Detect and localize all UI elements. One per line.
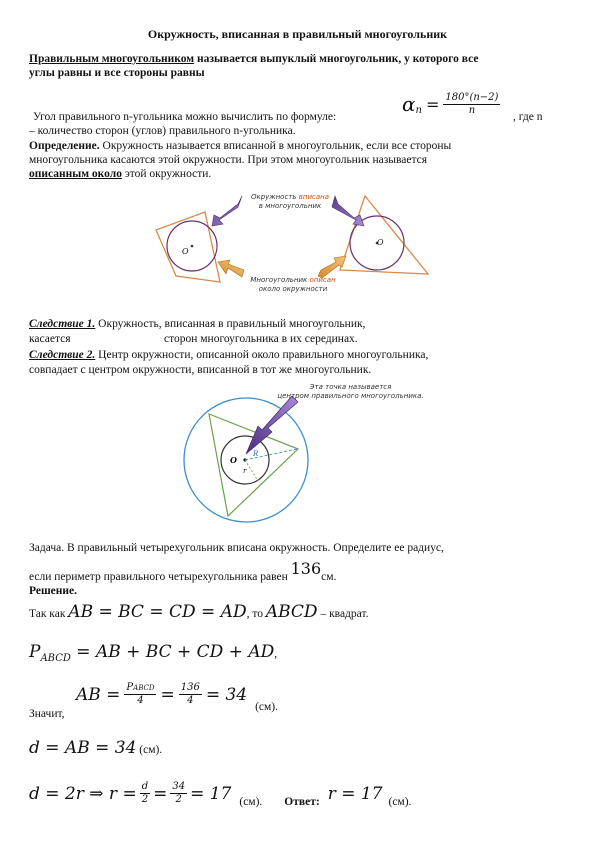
- figure1-caption-top: [225, 193, 355, 211]
- figure-center: [180, 378, 420, 538]
- unit-cm: (см).: [255, 700, 279, 713]
- inscribed-triangle: [209, 414, 298, 516]
- caption-highlight: вписана: [298, 193, 330, 201]
- formula-equals: =: [425, 94, 440, 114]
- left-center: [191, 245, 194, 248]
- task-line1: Задача. В правильный четырехугольник вписана окружность. Определите ее радиус,: [29, 542, 444, 554]
- solution-step3-label: Значит,: [29, 708, 65, 720]
- unit-cm: (см).: [239, 795, 263, 808]
- task-line2: [29, 559, 337, 584]
- fraction-denominator: 4: [137, 695, 144, 706]
- task-text: если периметр правильного четырехугольника равен: [29, 571, 288, 583]
- unit-cm: (см).: [139, 744, 163, 756]
- corollary-1-label: Следствие 1.: [29, 318, 96, 330]
- definition-line2: углы равны и все стороны равны: [29, 67, 205, 79]
- term-regular-polygon: Правильным многоугольником: [29, 53, 195, 65]
- corollary-1-text: Окружность, вписанная в правильный многоугольник,: [95, 318, 366, 330]
- definition-label: Определение.: [29, 140, 100, 152]
- solution-step5: [29, 781, 412, 808]
- figure1-caption-bottom: [228, 276, 358, 294]
- caption-line: центром правильного многоугольника.: [277, 392, 424, 400]
- equals-sign: =: [153, 783, 168, 804]
- perimeter-formula: = AB + BC + CD + AD: [70, 642, 275, 662]
- fraction-denominator: 2: [141, 794, 149, 805]
- fraction-136: [179, 683, 202, 706]
- caption-text: Многоугольник: [250, 276, 310, 284]
- figure2-caption: [268, 383, 433, 401]
- definition-inscribed: [29, 139, 451, 153]
- diameter-formula: d = AB = 34: [29, 738, 137, 758]
- unit-cm: (см).: [388, 795, 412, 808]
- answer-formula: r = 17: [327, 783, 383, 804]
- solution-label: Решение.: [29, 585, 78, 597]
- step-text: – квадрат.: [320, 608, 369, 620]
- definition-text: называется выпуклый многоугольник, у которого все: [194, 53, 479, 65]
- fraction-denominator: 2: [175, 794, 182, 805]
- solution-step3: [76, 682, 279, 713]
- caption-highlight: описан: [309, 276, 336, 284]
- corollary-2-text: Центр окружности, описанной около правильного многоугольника,: [95, 349, 429, 361]
- equal-sides-formula: AB = BC = CD = AD: [68, 602, 247, 622]
- fraction-numerator: 34: [172, 781, 186, 792]
- label-R: R: [253, 450, 259, 458]
- center-label-left: O: [182, 247, 189, 256]
- definition-inscribed-line2: многоугольника касаются этой окружности. При этом многоугольник называется: [29, 154, 428, 166]
- arrow-left-orange: [218, 260, 244, 277]
- angle-fraction: [443, 93, 500, 116]
- angle-numerator: 180°(n−2): [445, 91, 499, 103]
- solution-step4: [29, 737, 162, 761]
- ab-symbol: AB =: [76, 684, 121, 705]
- alpha-subscript: n: [415, 104, 422, 116]
- term-circumscribed: описанным около: [29, 168, 122, 180]
- angle-text: Угол правильного n-угольника можно вычислить по формуле:: [33, 111, 337, 123]
- square-name: ABCD: [265, 602, 318, 622]
- corollary-1-line2b: сторон многоугольника в их серединах.: [164, 333, 358, 345]
- alpha-symbol: α: [402, 92, 416, 116]
- caption-text: около окружности: [258, 285, 328, 293]
- fraction-numerator: 136: [180, 682, 200, 693]
- task-unit: см.: [321, 571, 337, 583]
- caption-text: Окружность: [250, 193, 299, 201]
- corollary-1: [29, 317, 365, 331]
- fraction-d-2: [140, 782, 150, 805]
- corollary-1-line2a: касается: [29, 333, 71, 345]
- answer-label: Ответ:: [284, 795, 320, 808]
- fraction-numerator: d: [141, 781, 149, 792]
- corollary-2: [29, 348, 428, 362]
- angle-where: , где n: [513, 111, 543, 123]
- radius-result: = 17: [190, 783, 232, 804]
- angle-formula: [402, 92, 500, 116]
- perimeter-subscript: ABCD: [40, 653, 71, 664]
- radius-r: [245, 460, 258, 481]
- step-text: , то: [246, 608, 263, 620]
- angle-line2: – количество сторон (углов) правильного n-угольника.: [29, 125, 296, 137]
- numerator-symbol: P: [126, 682, 134, 693]
- corollary-2-label: Следствие 2.: [29, 349, 96, 361]
- definition-inscribed-line3: [29, 167, 211, 181]
- label-O: O: [230, 455, 237, 465]
- definition-regular-polygon: [29, 52, 478, 66]
- corollary-2-line2: совпадает с центром окружности, вписанной в тот же многоугольник.: [29, 364, 372, 376]
- step-comma: ,: [274, 648, 278, 660]
- definition-text: этой окружности.: [121, 168, 212, 180]
- page-title: Окружность, вписанная в правильный многоугольник: [147, 27, 448, 41]
- definition-text: Окружность называется вписанной в многоугольник, если все стороны: [99, 140, 452, 152]
- step-text: Так как: [29, 608, 66, 620]
- fraction-perimeter: [124, 683, 156, 706]
- angle-denominator: n: [468, 104, 476, 116]
- center-label-right: O: [377, 238, 384, 247]
- fraction-34-2: [170, 782, 187, 805]
- radius-formula: d = 2r ⇒ r =: [29, 783, 137, 804]
- label-r: r: [243, 467, 247, 475]
- numerator-subscript: ABCD: [133, 684, 155, 692]
- perimeter-value: 136: [290, 559, 322, 578]
- caption-line: Эта точка называется: [309, 383, 392, 391]
- fraction-denominator: 4: [187, 695, 194, 706]
- arrow-right-orange: [318, 256, 346, 278]
- ab-result: = 34: [205, 684, 248, 705]
- caption-text: в многоугольник: [258, 202, 322, 210]
- solution-step2: [29, 641, 277, 666]
- perimeter-symbol: P: [29, 642, 41, 662]
- fraction-numerator: [124, 683, 156, 695]
- equals-sign: =: [160, 684, 175, 705]
- solution-step1: [29, 602, 369, 624]
